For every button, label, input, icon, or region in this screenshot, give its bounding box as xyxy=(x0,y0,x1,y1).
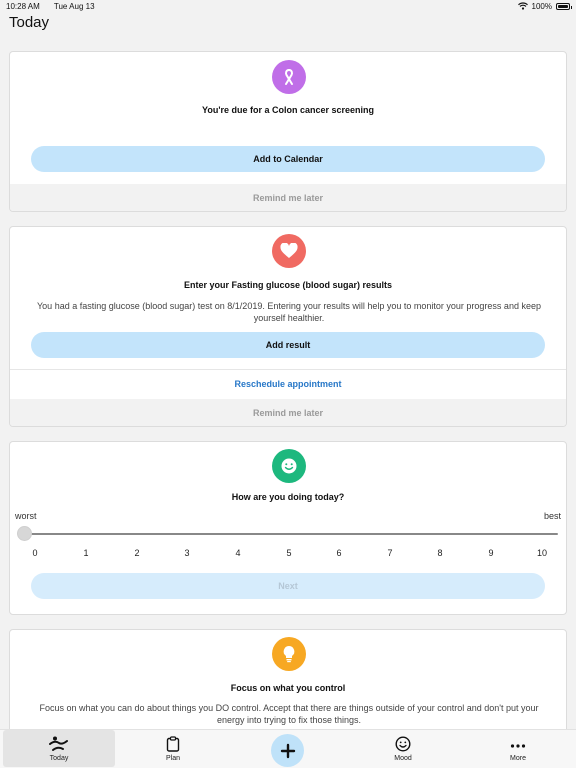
lightbulb-icon xyxy=(272,637,306,671)
next-button[interactable]: Next xyxy=(31,573,545,599)
glucose-body: You had a fasting glucose (blood sugar) test on 8/1/2019. Entering your results will help you to monitor your progress and keep yourself healthier. xyxy=(37,301,541,323)
add-button[interactable] xyxy=(271,734,304,767)
plus-icon xyxy=(280,743,296,759)
status-bar xyxy=(0,0,576,12)
tick-label: 0 xyxy=(32,548,38,558)
wifi-icon xyxy=(518,2,528,10)
more-dots-icon xyxy=(510,740,526,752)
smiley-outline-icon xyxy=(395,736,411,752)
page-title: Today xyxy=(9,14,50,31)
scale-max-label: best xyxy=(543,511,561,521)
tick-label: 6 xyxy=(336,548,342,558)
remind-me-later-button[interactable]: Remind me later xyxy=(10,184,566,212)
mood-slider-track[interactable] xyxy=(24,533,558,535)
focus-title: Focus on what you control xyxy=(230,683,346,693)
tab-plan[interactable] xyxy=(117,730,229,767)
tick-label: 7 xyxy=(387,548,393,558)
tab-today-label: Today xyxy=(49,755,69,762)
tick-label: 10 xyxy=(536,548,547,558)
tick-label: 8 xyxy=(437,548,443,558)
status-date: Tue Aug 13 xyxy=(53,1,95,11)
scale-min-label: worst xyxy=(15,511,37,521)
tick-label: 3 xyxy=(184,548,190,558)
add-to-calendar-button[interactable]: Add to Calendar xyxy=(31,146,545,172)
tick-label: 2 xyxy=(134,548,140,558)
reschedule-appointment-link[interactable]: Reschedule appointment xyxy=(10,369,566,398)
tick-label: 4 xyxy=(235,548,241,558)
battery-percent: 100% xyxy=(531,1,552,11)
tab-today[interactable] xyxy=(3,730,115,767)
glucose-title: Enter your Fasting glucose (blood sugar) results xyxy=(183,280,393,290)
screening-title: You're due for a Colon cancer screening xyxy=(201,105,374,115)
glucose-card xyxy=(9,226,567,427)
smiley-icon xyxy=(272,449,306,483)
tick-label: 1 xyxy=(83,548,89,558)
battery-icon xyxy=(556,3,570,10)
tab-mood[interactable] xyxy=(347,730,459,767)
tab-more[interactable] xyxy=(462,730,574,767)
ribbon-icon xyxy=(272,60,306,94)
tab-bar xyxy=(0,729,576,768)
clipboard-icon xyxy=(166,736,180,752)
mood-slider-thumb[interactable] xyxy=(17,526,32,541)
focus-card xyxy=(9,629,567,739)
heart-icon xyxy=(272,234,306,268)
tab-mood-label: Mood xyxy=(394,755,412,762)
status-left xyxy=(6,2,107,11)
status-time: 10:28 AM xyxy=(6,1,40,11)
tab-more-label: More xyxy=(510,755,526,762)
status-right xyxy=(518,2,570,11)
mood-card xyxy=(9,441,567,615)
focus-body: Focus on what you can do about things you DO control. Accept that there are things outside of your control and don't put your energy into trying to fix those things. xyxy=(39,703,539,725)
tick-label: 5 xyxy=(286,548,292,558)
screening-card xyxy=(9,51,567,212)
add-result-button[interactable]: Add result xyxy=(31,332,545,358)
remind-me-later-button[interactable]: Remind me later xyxy=(10,399,566,427)
tick-label: 9 xyxy=(488,548,494,558)
tab-plan-label: Plan xyxy=(165,755,180,762)
mood-title: How are you doing today? xyxy=(231,492,345,502)
running-person-icon xyxy=(49,736,69,752)
